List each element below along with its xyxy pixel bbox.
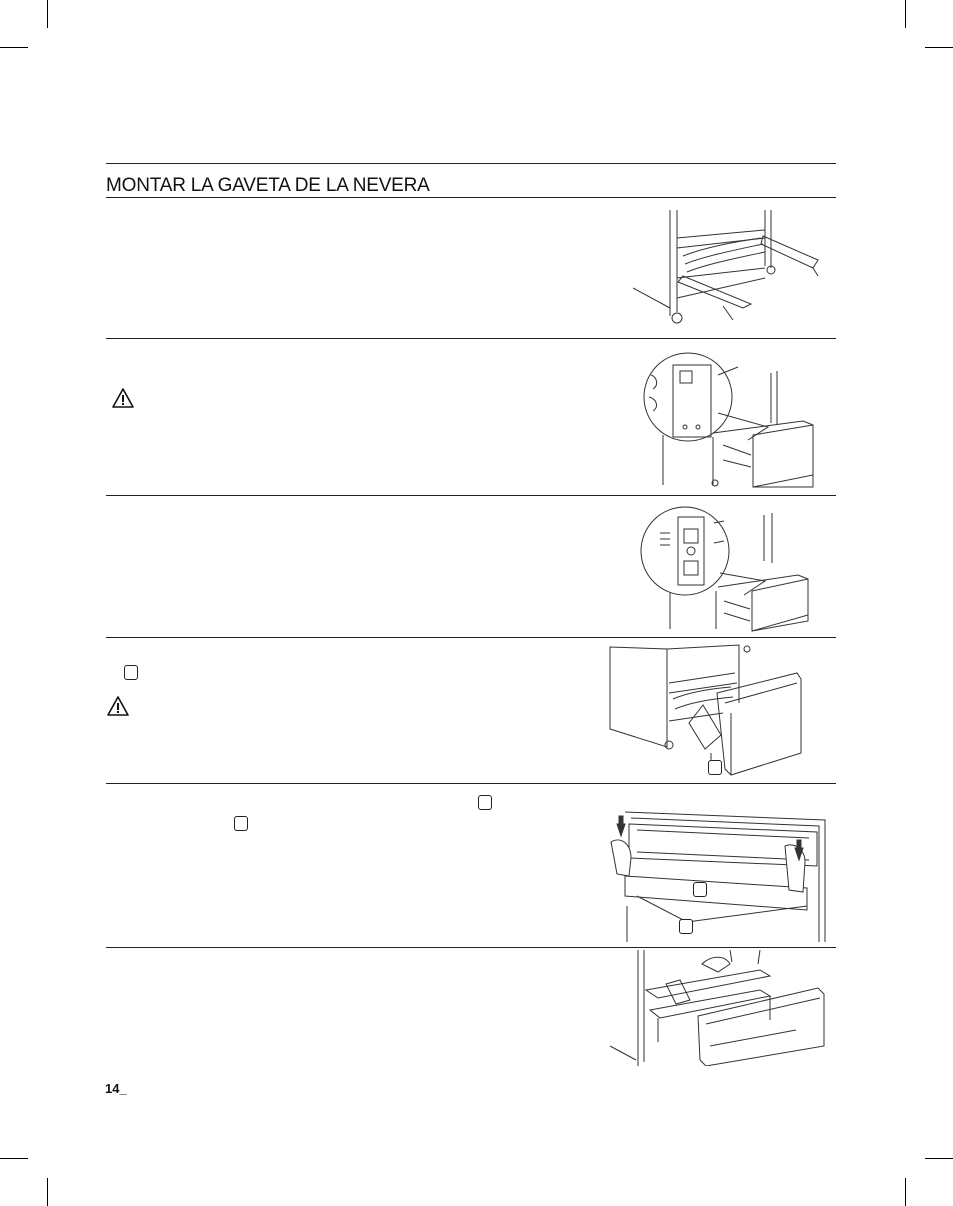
crop-mark (925, 47, 953, 48)
step-divider (106, 783, 836, 784)
drawer-assembled-open-illustration (610, 950, 828, 1066)
page-number: 14_ (105, 1081, 127, 1096)
drawer-bin-lifting-illustration (607, 643, 807, 779)
section-title: MONTAR LA GAVETA DE LA NEVERA (106, 175, 430, 196)
drawer-bracket-closeup-illustration (643, 345, 835, 493)
callout-marker (693, 882, 707, 897)
header-top-rule (106, 163, 836, 164)
callout-marker (234, 816, 248, 831)
crop-mark (0, 1158, 28, 1159)
warning-icon (107, 696, 129, 716)
step-divider (106, 637, 836, 638)
crop-mark (47, 0, 48, 28)
warning-icon (112, 388, 134, 408)
fridge-drawer-rails-extended-illustration (633, 208, 833, 328)
crop-mark (925, 1158, 953, 1159)
header-bottom-rule (106, 197, 836, 198)
drawer-bracket-screws-closeup-illustration (640, 503, 832, 633)
step-divider (106, 947, 836, 948)
callout-marker (708, 760, 722, 775)
callout-marker (478, 795, 492, 810)
crop-mark (905, 0, 906, 28)
callout-marker (679, 919, 693, 934)
drawer-front-hands-pressing-illustration (607, 806, 829, 944)
step-divider (106, 338, 836, 339)
step-divider (106, 495, 836, 496)
crop-mark (0, 47, 28, 48)
crop-mark (905, 1178, 906, 1206)
crop-mark (47, 1178, 48, 1206)
callout-marker (124, 665, 138, 680)
